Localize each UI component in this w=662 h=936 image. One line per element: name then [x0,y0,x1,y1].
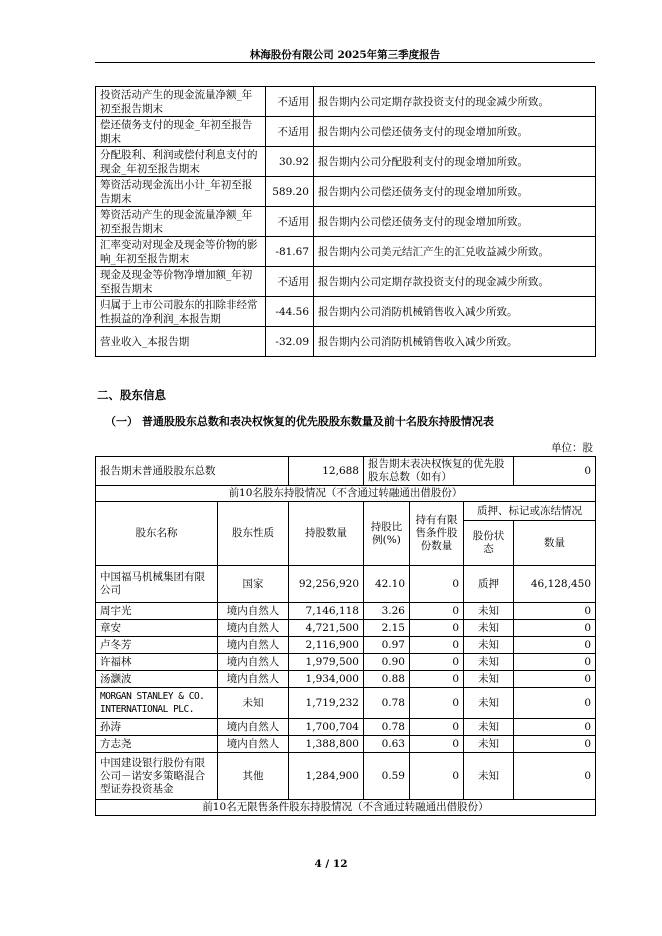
reason-item: 分配股利、利润或偿付利息支付的现金_年初至报告期末 [96,147,266,177]
holder-shares: 1,979,500 [289,654,364,671]
holder-ratio: 0.59 [364,753,410,800]
holder-ratio: 3.26 [364,603,410,620]
holder-name: 孙涛 [96,719,218,736]
holder-row [96,637,596,654]
total-holders-label: 报告期末普通股股东总数 [96,457,289,486]
page-header: 林海股份有限公司 2025年第三季度报告 [249,49,441,61]
holder-name: MORGAN STANLEY & CO. INTERNATIONAL PLC. [96,688,218,719]
header-row-1 [96,502,596,521]
holder-quantity: 0 [514,671,596,688]
holder-ratio: 0.78 [364,719,410,736]
shareholders-table [95,456,596,816]
holder-nature: 未知 [218,688,289,719]
unrestricted-title-row [96,800,596,816]
reason-text: 报告期内公司定期存款投资支付的现金减少所致。 [314,87,596,117]
holder-nature: 国家 [218,566,289,603]
holder-ratio: 0.90 [364,654,410,671]
holder-ratio: 0.88 [364,671,410,688]
header-rule [95,62,595,63]
holder-name: 卢冬芳 [96,637,218,654]
holder-ratio: 42.10 [364,566,410,603]
holder-shares: 1,284,900 [289,753,364,800]
reason-value: 不适用 [266,117,314,147]
holder-shares: 7,146,118 [289,603,364,620]
reason-text: 报告期内公司偿还债务支付的现金增加所致。 [314,207,596,237]
holder-nature: 境内自然人 [218,671,289,688]
holder-nature: 境内自然人 [218,719,289,736]
holder-restricted: 0 [410,637,464,654]
reason-row [96,297,596,327]
reason-item: 筹资活动现金流出小计_年初至报告期末 [96,177,266,207]
reason-value: 30.92 [266,147,314,177]
reason-item: 偿还债务支付的现金_年初至报告期末 [96,117,266,147]
col-nature: 股东性质 [218,502,289,566]
reason-text: 报告期内公司偿还债务支付的现金增加所致。 [314,177,596,207]
reason-value: -44.56 [266,297,314,327]
reason-text: 报告期内公司偿还债务支付的现金增加所致。 [314,117,596,147]
preferred-holders-value: 0 [514,457,596,486]
summary-row [96,457,596,486]
holder-status: 未知 [464,603,514,620]
reason-text: 报告期内公司消防机械销售收入减少所致。 [314,327,596,357]
holder-row [96,620,596,637]
holder-row [96,736,596,753]
reason-row [96,267,596,297]
holder-quantity: 0 [514,753,596,800]
holder-status: 未知 [464,719,514,736]
holder-ratio: 0.97 [364,637,410,654]
holder-quantity: 0 [514,719,596,736]
col-status: 股份状态 [464,521,514,566]
reason-row [96,87,596,117]
holder-restricted: 0 [410,566,464,603]
holder-shares: 1,934,000 [289,671,364,688]
holder-nature: 境内自然人 [218,736,289,753]
top10-title-row [96,486,596,502]
reason-value: -81.67 [266,237,314,267]
holder-status: 未知 [464,671,514,688]
holder-name: 中国福马机械集团有限公司 [96,566,218,603]
reason-value: 不适用 [266,207,314,237]
holder-restricted: 0 [410,654,464,671]
holder-nature: 境内自然人 [218,620,289,637]
holder-restricted: 0 [410,603,464,620]
holder-restricted: 0 [410,620,464,637]
holder-quantity: 0 [514,603,596,620]
holder-name: 周宇光 [96,603,218,620]
reason-item: 筹资活动产生的现金流量净额_年初至报告期末 [96,207,266,237]
holder-shares: 1,700,704 [289,719,364,736]
reason-item: 营业收入_本报告期 [96,327,266,357]
holder-restricted: 0 [410,736,464,753]
holder-name: 中国建设银行股份有限公司－诺安多策略混合型证券投资基金 [96,753,218,800]
holder-ratio: 0.63 [364,736,410,753]
holder-nature: 境内自然人 [218,654,289,671]
top10-title: 前10名股东持股情况（不含通过转融通出借股份） [96,486,596,502]
holder-nature: 境内自然人 [218,603,289,620]
holder-restricted: 0 [410,719,464,736]
col-quantity: 数量 [514,521,596,566]
holder-restricted: 0 [410,753,464,800]
holder-ratio: 0.78 [364,688,410,719]
reason-text: 报告期内公司定期存款投资支付的现金减少所致。 [314,267,596,297]
reason-item: 投资活动产生的现金流量净额_年初至报告期末 [96,87,266,117]
holder-quantity: 0 [514,688,596,719]
holder-status: 未知 [464,688,514,719]
col-ratio: 持股比例(%) [364,502,410,566]
reason-row [96,147,596,177]
col-shares: 持股数量 [289,502,364,566]
holder-row [96,719,596,736]
holder-restricted: 0 [410,671,464,688]
unit-label: 单位：股 [551,442,593,454]
holder-shares: 1,719,232 [289,688,364,719]
reason-row [96,177,596,207]
holder-name: 许福林 [96,654,218,671]
col-pledge-group: 质押、标记或冻结情况 [464,502,596,521]
holder-status: 未知 [464,637,514,654]
holder-name: 方志尧 [96,736,218,753]
change-reasons-table [95,86,596,357]
col-restricted: 持有有限售条件股份数量 [410,502,464,566]
reason-item: 汇率变动对现金及现金等价物的影响_年初至报告期末 [96,237,266,267]
holder-row [96,566,596,603]
holder-row [96,753,596,800]
holder-quantity: 0 [514,654,596,671]
reason-value: 不适用 [266,87,314,117]
holder-shares: 2,116,900 [289,637,364,654]
holder-quantity: 0 [514,620,596,637]
reason-item: 现金及现金等价物净增加额_年初至报告期末 [96,267,266,297]
holder-name: 章安 [96,620,218,637]
reason-text: 报告期内公司分配股利支付的现金增加所致。 [314,147,596,177]
page-number: 4 / 12 [314,858,348,870]
reason-item: 归属于上市公司股东的扣除非经常性损益的净利润_本报告期 [96,297,266,327]
reason-row [96,117,596,147]
holder-row [96,603,596,620]
reason-value: 不适用 [266,267,314,297]
holder-nature: 其他 [218,753,289,800]
holder-quantity: 0 [514,736,596,753]
holder-status: 未知 [464,620,514,637]
reason-row [96,327,596,357]
holder-ratio: 2.15 [364,620,410,637]
holder-nature: 境内自然人 [218,637,289,654]
holder-name: 汤灏波 [96,671,218,688]
holder-row [96,671,596,688]
holder-quantity: 0 [514,637,596,654]
reason-text: 报告期内公司美元结汇产生的汇兑收益减少所致。 [314,237,596,267]
reason-row [96,237,596,267]
col-name: 股东名称 [96,502,218,566]
preferred-holders-label: 报告期末表决权恢复的优先股股东总数（如有） [364,457,514,486]
holder-status: 未知 [464,753,514,800]
section-subtitle: （一） 普通股股东总数和表决权恢复的优先股股东数量及前十名股东持股情况表 [105,415,494,428]
holder-shares: 1,388,800 [289,736,364,753]
holder-status: 未知 [464,736,514,753]
holder-row [96,654,596,671]
holder-row [96,688,596,719]
holder-status: 未知 [464,654,514,671]
unrestricted-title: 前10名无限售条件股东持股情况（不含通过转融通出借股份） [96,800,596,816]
holder-quantity: 46,128,450 [514,566,596,603]
reason-value: -32.09 [266,327,314,357]
holder-restricted: 0 [410,688,464,719]
reason-text: 报告期内公司消防机械销售收入减少所致。 [314,297,596,327]
holder-shares: 4,721,500 [289,620,364,637]
total-holders-value: 12,688 [289,457,364,486]
section-title: 二、股东信息 [97,388,166,402]
reason-value: 589.20 [266,177,314,207]
holder-shares: 92,256,920 [289,566,364,603]
holder-status: 质押 [464,566,514,603]
reason-row [96,207,596,237]
